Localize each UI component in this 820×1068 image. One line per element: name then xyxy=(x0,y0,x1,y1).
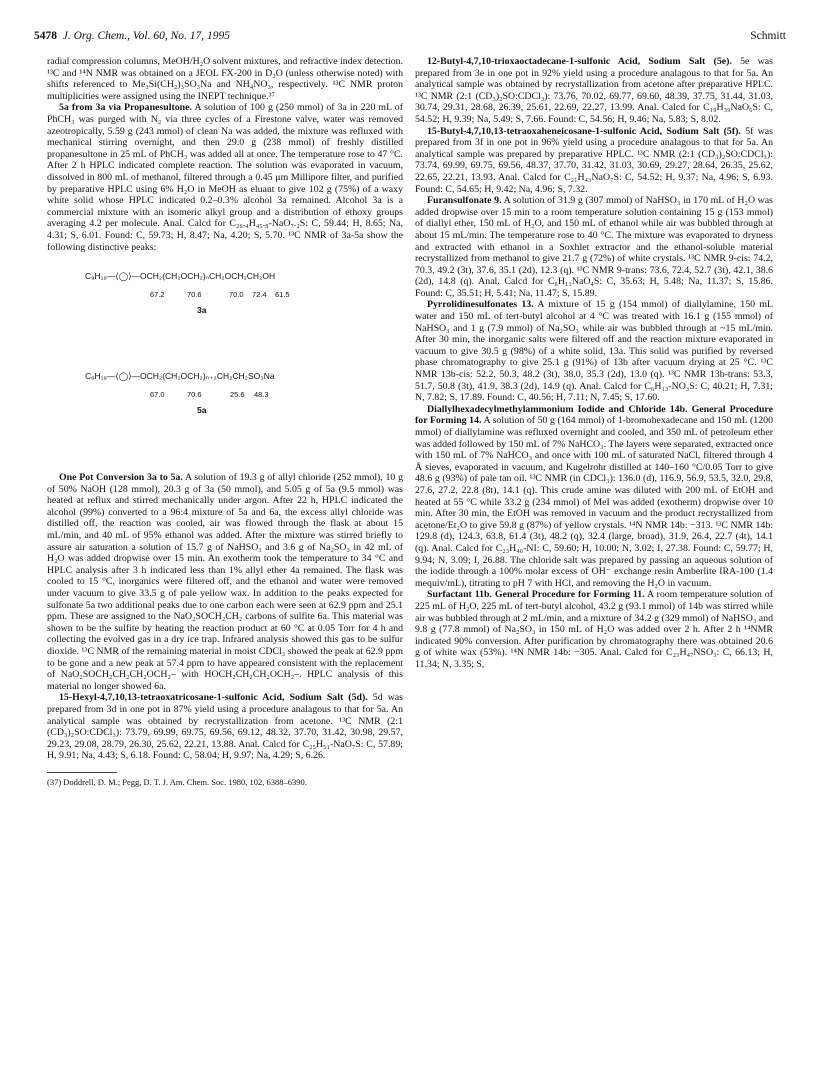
paragraph-body: A room temperature solution of 225 mL of H₂O, 225 mL of tert-butyl alcohol, 43.2 g (93.1 mmol) of 14b was stirred while air was bubbled through at 2 mL/min, and a mixture of 34.2 g (329 mmol) of NaHSO₃ and 9.8 g (77.8 mmol) of Na₂SO₃ in 150 mL of H₂O was added over 2 h. After 2 h ¹⁴NMR indicated 90% conversion. After purification by chromatography there was obtained 20.6 g of white wax (53%). ¹⁴N NMR 14b: −305. Anal. Calcd for C₂₃H₄₇NSO₃: C, 66.13; H, 11.34; N, 3.35; S, xyxy=(415,589,774,670)
shift-label: 67.2 xyxy=(150,290,165,300)
paragraph-body: 5f was prepared from 3f in one pot in 96% yield using a procedure analagous to that for 5a. An analytical sample was prepared by preparative HPLC. ¹³C NMR (2:1 (CD₃)₂SO:CDCl₃): 73.74, 69.99, 69.75, 69.56, 48.37, 37.70, 31.42, 31.03, 30.69, 29.27, 28.64, 26.35, 25.62, 22.65, 22.21, 13.93. Anal. Calcd for C₂₁H₄₃NaO₇S: C, 54.52; H, 9.37; Na, 4.96; S, 6.93. Found: C, 54.65; H, 9.42; Na, 4.96; S, 7.32. xyxy=(415,125,774,195)
shift-label: 67.0 xyxy=(150,390,165,400)
paragraph-5a-propanesultone xyxy=(47,102,403,253)
shift-label: 70.6 xyxy=(187,290,202,300)
footnote-37: (37) Doddrell, D. M.; Pegg, D. T. J. Am. Chem. Soc. 1980, 102, 6388–6390. xyxy=(47,776,307,787)
paragraph-5e xyxy=(415,56,773,126)
page-number: 5478 xyxy=(34,30,57,42)
left-column xyxy=(47,56,403,787)
paragraph-5d xyxy=(47,692,403,762)
section-heading: 15-Hexyl-4,7,10,13-tetraoxatricosane-1-sulfonic Acid, Sodium Salt (5d). xyxy=(59,692,368,704)
paragraph-furansulfonate xyxy=(415,195,773,299)
paragraph-methods: radial compression columns, MeOH/H₂O solvent mixtures, and refractive index detection. ¹³C and ¹⁴N NMR was obtained on a JEOL FX-200 in D₂O (unless otherwise noted) with shifts referenced to Me₃Si(CH₂)₃SO₃Na and NH₄NO₃, respectively. ¹³C NMR proton multiplicities were assigned using the INEPT technique.³⁷ xyxy=(47,56,403,102)
section-heading: 5a from 3a via Propanesultone. xyxy=(59,102,192,114)
shift-label: 72.4 xyxy=(252,290,267,300)
paragraph-body: A mixture of 15 g (154 mmol) of diallylamine, 150 mL water and 150 mL of tert-butyl alcohol at 4 °C was treated with 16.1 g (155 mmol) of NaHSO₃ and 1 g (7.9 mmol) of Na₂SO₃ while air was bubbled through at ~15 mL/min. After 30 min, the inorganic salts were filtered off and the reaction mixture evaporated in vacuum to give 30.5 g (98%) of a white solid, 13a. This solid was purified by reversed phase chromatography to give 25.1 g (91%) of 13b after vacuum drying at 25 °C. ¹³C NMR 13b-cis: 52.2, 50.3, 48.2 (3t), 38.0, 35.3 (2d), 13.0 (q). ¹³C NMR 13b-trans: 53.3, 51.7, 50.8 (3t), 41.9, 38.3 (2d), 14.9 (q). Anal. Calcd for C₆H₁₃-NO₃S: C, 40.21; H, 7.31; N, 7.82; S, 17.89. Found: C, 40.56; H, 7.11; N, 7.45; S, 17.60. xyxy=(415,299,773,404)
section-heading: One Pot Conversion 3a to 5a. xyxy=(59,472,183,484)
paragraph-surfactant xyxy=(415,589,773,670)
shift-label: 61.5 xyxy=(275,290,290,300)
chemical-structures xyxy=(47,263,403,458)
journal-volume: Vol. 60, No. 17, 1995 xyxy=(132,30,231,42)
paragraph-body: 5d was prepared from 3d in one pot in 87% yield using a procedure analagous to that for 5a. An analytical sample was obtained by recrystallization from acetone. ¹³C NMR (2:1 (CD₃)₂SO:CDCl₃): 73.79, 69.99, 69.75, 69.56, 69.12, 48.32, 37.70, 31.42, 30.98, 29.57, 29.23, 29.08, 28.79, 26.30, 25.62, 22.21, 13.88. Anal. Calcd for C₂₅H₅₁-NaO₇S: C, 57.89; H, 9.91; Na, 4.43; S, 6.18. Found: C, 58.04; H, 9.97; Na, 4.29; S, 6.26. xyxy=(47,692,403,762)
shift-label: 70.6 xyxy=(187,390,202,400)
section-heading: 12-Butyl-4,7,10-trioxaoctadecane-1-sulfonic Acid, Sodium Salt (5e). xyxy=(427,56,732,67)
paragraph-ammonium xyxy=(415,404,773,590)
paragraph-one-pot xyxy=(47,472,403,692)
footnote-divider xyxy=(47,772,117,773)
structure-3a: C₉H₁₉—⟨◯⟩—OCH₂(CH₂OCH₂)ₙCH₂OCH₂CH₂OH xyxy=(85,271,276,282)
shift-label: 70.0 xyxy=(229,290,244,300)
paragraph-body: A solution of 31.9 g (307 mmol) of NaHSO₃ in 170 mL of H₂O was added dropwise over 15 min to a room temperature solution containing 15 g (153 mmol) of diallyl ether, 150 mL of H₂O, and 150 mL of ethanol while air was bubbled through at about 15 mL/min. The temperature rose to 40 °C. The mixture was evaporated to dryness and extracted with ethanol in a Soxhlet extractor and the ethanol-soluble material recrystallized from methanol to give 21.7 g (72%) of white crystals. ¹³C NMR 9-cis: 74.2, 70.3, 49.2 (3t), 37.6, 35.1 (2d), 12.3 (q). ¹³C NMR 9-trans: 73.6, 72.4, 52.7 (3t), 42.1, 38.6 (2d), 14.8 (q). Anal. Calcd for C₆H₁₁NaO₄S: C, 35.63; H, 5.48; Na, 11.37; S, 15.86. Found: C, 35.51; H, 5.41; Na, 11.47; S, 15.89. xyxy=(415,195,773,299)
section-heading: Surfactant 11b. General Procedure for Forming 11. xyxy=(427,589,645,601)
paragraph-body: A solution of 19.3 g of allyl chloride (252 mmol), 10 g of 50% NaOH (128 mmol), 20.3 g of 3a (50 mmol), and 5.05 g of 5a (9.5 mmol) was heated at reflux and stirred mechanically under argon. After 22 h, HPLC indicated the alcohol (99%) converted to a 96:4 mixture of 5a and 6a, the excess allyl chloride was distilled off, the reaction was cooled, air was flowed through the flask at about 15 mL/min, and 40 mL of 95% ethanol was added. After the mixture was stirred briefly to assure air saturation a solution of 15.7 g of NaHSO₃ and 3.6 g of Na₂SO₃ in 42 mL of H₂O was added dropwise over 15 min. An exotherm took the temperature to 34 °C and HPLC analysis after 3 h indicated less than 1% allyl ether 4a remained. The flask was cooled to 15 °C, inorganics were filtered off, and the ethanol and water were removed under vacuum to give 33.5 g of pale yellow wax. In addition to the peaks expected for sulfonate 5a two additional peaks due to one carbon each were seen at 62.9 ppm and 25.1 ppm. These are assigned to the NaO₂SOCH₂CH₂ carbons of sulfite 6a. This material was shown to be the sulfite by heating the reaction product at 60 °C at 0.05 Torr for 4 h and collecting the evolved gas in a dry ice trap. Infrared analysis showed this gas to be sulfur dioxide. ¹³C NMR of the remaining material in moist CDCl₃ showed the peak at 62.9 ppm to be gone and a new peak at 57.4 ppm to have appeared consistent with the replacement of NaO₂SOCH₂CH₂CH₂OCH₂– with HOCH₂CH₂CH₂OCH₂–. HPLC analysis of this material no longer showed 6a. xyxy=(47,472,403,692)
header-author: Schmitt xyxy=(750,30,786,42)
right-column xyxy=(415,56,773,670)
structure-5a: C₉H₁₉—⟨◯⟩—OCH₂(CH₂OCH₂)ₙ₊₂CH₂CH₂SO₃Na xyxy=(85,371,275,382)
paragraph-body: A solution of 100 g (250 mmol) of 3a in 220 mL of PhCH₃ was purged with N₂ via three cycles of a Firestone valve, water was removed azeotropically, 5.59 g (243 mmol) of clean Na was added, the mixture was refluxed with mechanical stirring overnight, and then 29.0 g (238 mmol) of freshly distilled propanesultone in 25 mL of PhCH₃ was added all at once. The temperature rose to 47 °C. After 2 h HPLC indicated complete reaction. The solution was evaporated in vacuum, dissolved in 800 mL of methanol, filtered through a 0.45 μm Millipore filter, and purified by preparative HPLC using 6% H₂O in MeOH as eluant to give 102 g (75%) of a waxy white solid whose HPLC indicated 0.2–0.3% alcohol 3a remained. Alcohol 3a is a commercial mixture with an isomeric alkyl group and a distribution of ethoxy groups averaging 4.2 per molecule. Anal. Calcd for C₂₆.₄H₄₅.₈-NaO₇.₂S: C, 59.44; H, 8.65; Na, 4.31; S, 6.01. Found: C, 59.73; H, 8.47; Na, 4.20; S, 5.70. ¹³C NMR of 3a-5a show the following distinctive peaks: xyxy=(47,102,403,253)
structure-label-3a: 3a xyxy=(197,305,207,316)
journal-name: J. Org. Chem., xyxy=(62,30,131,42)
section-heading: Diallylhexadecylmethylammonium Iodide and Chloride 14b. General Procedure for Forming 14. xyxy=(415,403,773,427)
paragraph-body: 5e was prepared from 3e in one pot in 92% yield using a procedure analagous to that for 5a. An analytical sample was obtained by recrystallization from acetone after preparative HPLC. ¹³C NMR (2:1 (CD₃)₂SO:CDCl₃): 73.76, 70.02, 69.77, 69.60, 48.39, 37.75, 31.44, 31.03, 30.74, 29.31, 28.68, 26.39, 25.61, 22.69, 22.27, 13.99. Anal. Calcd for C₁₉H₃₉NaO₆S: C, 54.52; H, 9.39; Na, 5.49; S, 7.66. Found: C, 54.56; H, 9.46; Na, 5.83; S, 8.02. xyxy=(415,56,773,125)
section-heading: 15-Butyl-4,7,10,13-tetraoxaheneicosane-1-sulfonic Acid, Sodium Salt (5f). xyxy=(427,125,741,137)
section-heading: Pyrrolidinesulfonates 13. xyxy=(427,299,534,311)
structure-label-5a: 5a xyxy=(197,405,207,416)
shift-label: 25.6 xyxy=(230,390,245,400)
header-citation xyxy=(34,30,230,42)
paragraph-pyrrolidine xyxy=(415,299,773,403)
paragraph-5f xyxy=(415,126,773,196)
shift-label: 48.3 xyxy=(254,390,269,400)
page-header xyxy=(34,30,786,46)
section-heading: Furansulfonate 9. xyxy=(427,195,502,207)
paragraph-body: A solution of 50 g (164 mmol) of 1-bromohexadecane and 150 mL (1200 mmol) of diallylamine was refluxed overnight and cooled, and 350 mL of petroleum ether was added followed by 150 mL of 7% NaHCO₃. The layers were separated, extracted once with 150 mL of 7% NaHCO₃ and once with 100 mL of saturated NaCl, filtered through 4 Å sieves, evaporated in vacuum, and Kugelrohr distilled at 140–160 °C/0.05 Torr to give 48.6 g (93%) of pale tan oil. ¹³C NMR (in CDCl₃): 136.0 (d), 116.9, 56.9, 53.5, 32.0, 29.8, 27.6, 27.2, 22.8 (8t), 14.1 (q). This crude amine was diluted with 200 mL of EtOH and heated at 55 °C while 33.2 g (234 mmol) of MeI was added (exotherm) dropwise over 10 min. After 30 min, the EtOH was removed in vacuum and the product recrystallized from acetone/Et₂O to give 59.8 g (87%) of yellow crystals. ¹⁴N NMR 14b: −313. ¹³C NMR 14b: 129.8 (d), 124.3, 63.8, 61.4 (3t), 48.2 (q), 32.4 (large, broad), 31.9, 26.4, 22.7 (4t), 14.1 (q). Anal. Calcd for C₂₃H₄₆-NI: C, 59.60; H, 10.00; N, 3.02; I, 27.38. Found: C, 59.77; H, 9.94; N, 3.09; I, 26.88. The chloride salt was prepared by passing an aqueous solution of the iodide through a 100% molar excess of OH⁻ exchange resin Amberlite IRA-100 (1.4 mequiv/mL), titrating to pH 7 with HCl, and removing the H₂O in vacuum. xyxy=(415,415,773,589)
